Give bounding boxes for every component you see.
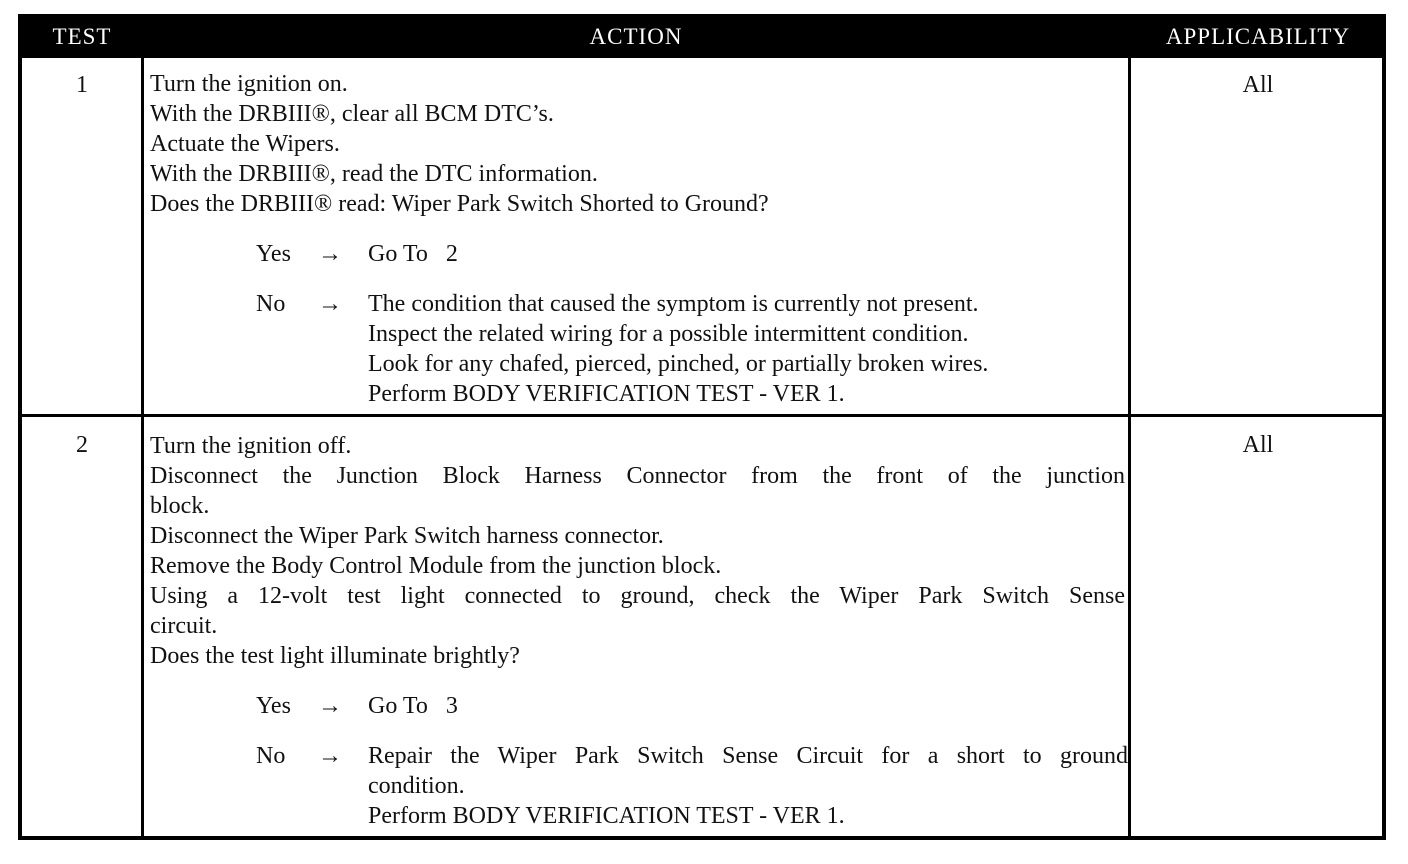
action-steps (150, 431, 1125, 671)
arrow-icon: → (318, 241, 342, 267)
action-step: Disconnect the Wiper Park Switch harness connector. (150, 523, 664, 549)
header-test: TEST (52, 24, 112, 49)
applicability-value: All (1242, 432, 1274, 458)
action-step: Actuate the Wipers. (150, 131, 340, 157)
action-step: Turn the ignition off. (150, 433, 352, 459)
applicability-value: All (1242, 72, 1274, 98)
arrow-icon: → (318, 693, 342, 719)
table-header (22, 18, 1382, 58)
no-action (368, 741, 1128, 831)
action-step: With the DRBIII®, clear all BCM DTC’s. (150, 101, 554, 127)
no-action-line: condition. (368, 773, 465, 799)
no-action-line: Perform BODY VERIFICATION TEST - VER 1. (368, 803, 845, 829)
no-label: No (256, 291, 286, 317)
no-action-line: The condition that caused the symptom is currently not present. (368, 291, 979, 317)
arrow-icon: → (318, 743, 342, 769)
action-step: Using a 12-volt test light connected to ground, check the Wiper Park Switch Sense (150, 583, 1125, 609)
yes-action: Go To 3 (368, 693, 458, 719)
action-step: Does the DRBIII® read: Wiper Park Switch Shorted to Ground? (150, 191, 769, 217)
action-step: Does the test light illuminate brightly? (150, 643, 520, 669)
action-step: Turn the ignition on. (150, 71, 348, 97)
no-action-line: Perform BODY VERIFICATION TEST - VER 1. (368, 381, 845, 407)
no-action-line: Repair the Wiper Park Switch Sense Circuit for a short to ground (368, 743, 1128, 769)
action-step: With the DRBIII®, read the DTC information. (150, 161, 598, 187)
arrow-icon: → (318, 291, 342, 317)
test-number: 2 (76, 432, 88, 458)
test-number: 1 (76, 72, 88, 98)
no-action-line: Inspect the related wiring for a possible intermittent condition. (368, 321, 969, 347)
action-step: Disconnect the Junction Block Harness Connector from the front of the junction (150, 463, 1125, 489)
header-action: ACTION (589, 24, 683, 49)
header-applicability: APPLICABILITY (1165, 24, 1351, 49)
action-step: block. (150, 493, 210, 519)
diagnostic-table (18, 14, 1386, 840)
action-step: circuit. (150, 613, 218, 639)
action-steps (150, 69, 1125, 219)
action-step: Remove the Body Control Module from the junction block. (150, 553, 722, 579)
row-divider (22, 414, 1382, 417)
yes-label: Yes (256, 241, 291, 267)
yes-label: Yes (256, 693, 291, 719)
no-action-line: Look for any chafed, pierced, pinched, or partially broken wires. (368, 351, 989, 377)
no-action (368, 289, 1128, 409)
no-label: No (256, 743, 286, 769)
yes-action: Go To 2 (368, 241, 458, 267)
